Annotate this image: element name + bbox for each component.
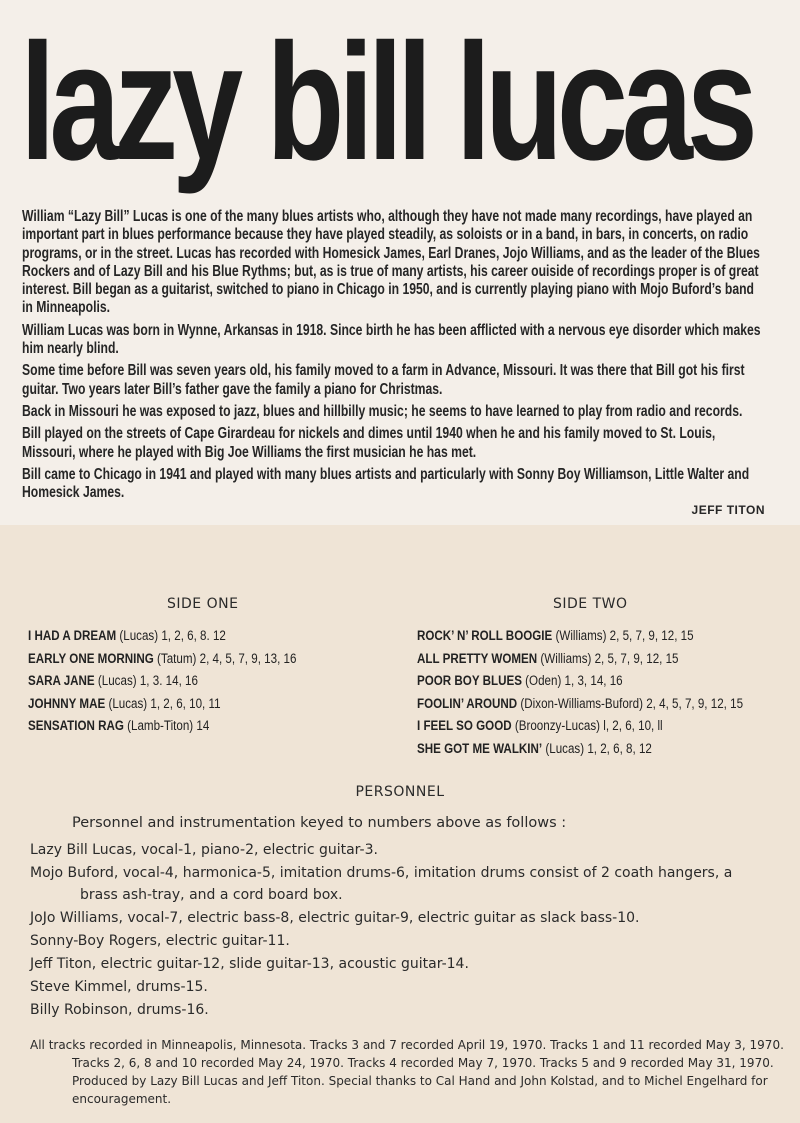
track-title: ALL PRETTY WOMEN [417,650,538,666]
personnel-item: Sonny-Boy Rogers, electric guitar-11. [30,932,290,949]
track-item [28,648,296,671]
track-item [28,693,296,716]
personnel-list [30,840,770,1023]
personnel-item: Lazy Bill Lucas, vocal-1, piano-2, electric guitar-3. [30,842,378,858]
bio-paragraph: William Lucas was born in Wynne, Arkansas in 1918. Since birth he has been afflicted with a nervous eye disorder which makes him nearly blind. [22,321,761,358]
personnel-intro: Personnel and instrumentation keyed to numbers above as follows : [72,815,567,831]
side-two-tracklist [417,625,743,761]
track-credit: (Williams) 2, 5, 7, 9, 12, 15 [540,650,679,666]
bio-paragraph: William “Lazy Bill” Lucas is one of the many blues artists who, although they have not made many recordings, have played an important part in blues performance because they have played steadily, as soloists or in a band, in bars, in concerts, on radio programs, or in the street. Lucas has recorded with Homesick James, Earl Dranes, Jojo Williams, and as the leader of the Blues Rockers and of Lazy Bill and his Blue Rythms; but, as is true of many artists, his career ouiside of recordings proper is of great interest. Bill began as a guitarist, switched to piano in Chicago in 1950, and is currently playing piano with Mojo Buford’s band in Minneapolis. [22,208,760,317]
liner-notes [22,208,767,506]
track-item [417,738,743,761]
track-credit: (Williams) 2, 5, 7, 9, 12, 15 [555,628,694,643]
bio-paragraph: Bill came to Chicago in 1941 and played with many blues artists and particularly with Sonny Boy Williamson, Little Walter and Homesick James. [22,465,750,502]
bio-paragraph: Bill played on the streets of Cape Girardeau for nickels and dimes until 1940 when he and his family moved to St. Louis, Missouri, where he played with Big Joe Williams the first musician he has met. [22,425,716,461]
track-credit: (Lucas) 1, 2, 6, 10, 11 [108,695,221,711]
track-credit: (Broonzy-Lucas) l, 2, 6, 10, ll [514,718,663,734]
track-credit: (Lucas) 1, 2, 6, 8. 12 [119,628,226,643]
track-item [28,625,296,648]
track-title: EARLY ONE MORNING [28,650,154,666]
track-title: POOR BOY BLUES [417,673,522,689]
track-title: JOHNNY MAE [28,695,106,711]
track-title: SHE GOT ME WALKIN’ [417,740,543,756]
album-title: lazy bill lucas [20,10,752,195]
recording-notes: All tracks recorded in Minneapolis, Minnesota. Tracks 3 and 7 recorded April 19, 1970. Tracks 1 and 11 recorded May 3, 1970. Tracks 2, 6, 8 and 10 recorded May 24, 1970. Tracks 4 recorded May 7, 1970. Tracks 5 and 9 recorded May 31, 1970. Produced by Lazy Bill Lucas and Jeff Titon. Special thanks to Cal Hand and John Kolstad, and to Michel Engelhard for encouragement. [30,1038,784,1106]
personnel-item: Billy Robinson, drums-16. [30,1001,209,1018]
track-title: FOOLIN’ AROUND [417,695,518,711]
side-two-heading: SIDE TWO [553,596,628,612]
track-credit: (Lamb-Titon) 14 [127,718,210,734]
track-item [28,670,296,693]
track-title: I FEEL SO GOOD [417,718,512,734]
track-item [417,693,743,716]
track-item [417,715,743,738]
track-title: I HAD A DREAM [28,628,117,643]
track-item [417,625,743,648]
track-title: SARA JANE [28,673,95,689]
personnel-item: JoJo Williams, vocal-7, electric bass-8, electric guitar-9, electric guitar as slack bass-10. [30,909,640,926]
liner-notes-author: JEFF TITON [691,503,765,517]
track-item [417,648,743,671]
track-item [28,715,296,738]
side-one-tracklist [28,625,296,738]
personnel-item: Steve Kimmel, drums-15. [30,978,208,995]
personnel-item: Mojo Buford, vocal-4, harmonica-5, imitation drums-6, imitation drums consist of 2 coath hangers, a brass ash-tray, and a cord board box. [30,865,733,903]
track-credit: (Dixon-Williams-Buford) 2, 4, 5, 7, 9, 12, 15 [520,695,744,711]
track-credit: (Lucas) 1, 3. 14, 16 [97,673,198,689]
bio-paragraph: Back in Missouri he was exposed to jazz, blues and hillbilly music; he seems to have learned to play from radio and records. [22,402,743,420]
track-credit: (Lucas) 1, 2, 6, 8, 12 [545,740,652,756]
personnel-heading: PERSONNEL [355,784,445,800]
bio-paragraph: Some time before Bill was seven years old, his family moved to a farm in Advance, Missouri. It was there that Bill got his first guitar. Two years later Bill’s father gave the family a piano for Christmas. [22,362,745,398]
track-item [417,670,743,693]
track-title: ROCK’ N’ ROLL BOOGIE [417,628,553,643]
side-one-heading: SIDE ONE [167,596,239,612]
track-title: SENSATION RAG [28,718,124,734]
track-credit: (Oden) 1, 3, 14, 16 [525,673,623,689]
personnel-item: Jeff Titon, electric guitar-12, slide guitar-13, acoustic guitar-14. [30,955,469,972]
track-credit: (Tatum) 2, 4, 5, 7, 9, 13, 16 [157,650,297,666]
